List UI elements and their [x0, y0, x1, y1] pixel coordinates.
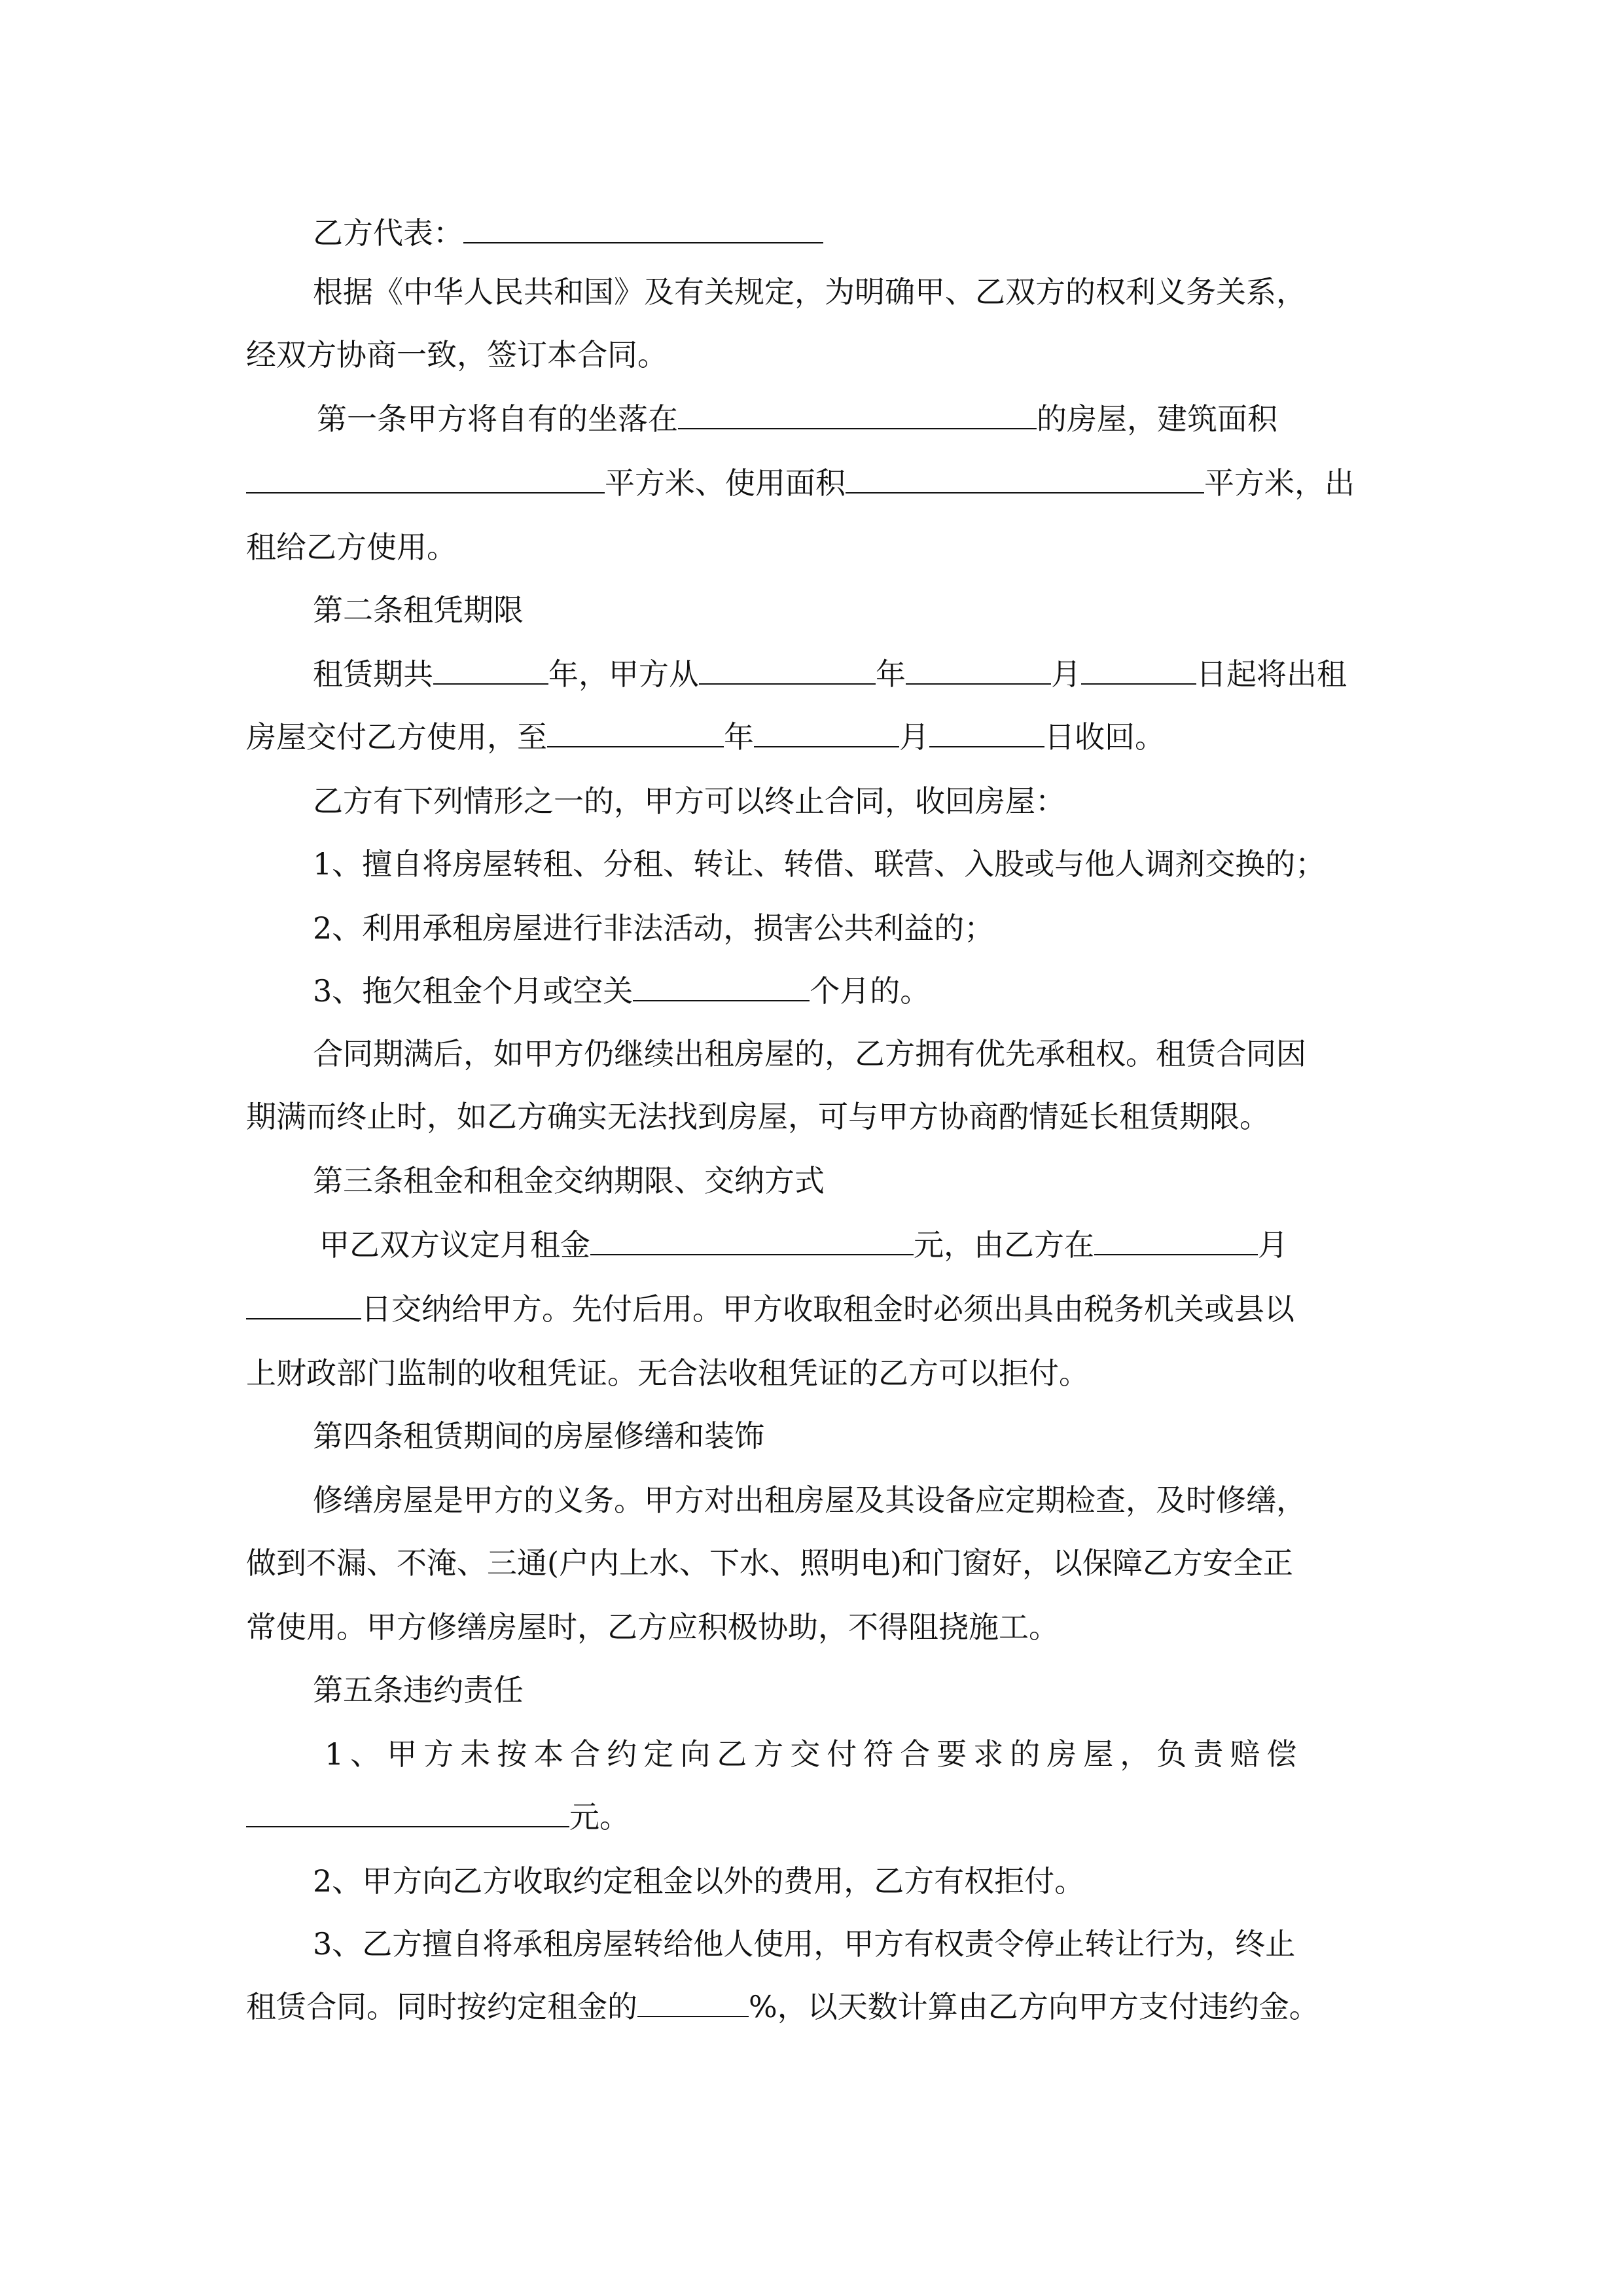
penalty-percent-blank[interactable] [637, 1990, 749, 2017]
lease-term-text-d: 月 [1051, 656, 1081, 692]
rent-text-d: 日交纳给甲方。先付后用。甲方收取租金时必须出具由税务机关或县以 [361, 1291, 1294, 1327]
breach-item-3-text-b: %，以天数计算由乙方向甲方支付违约金。 [749, 1989, 1319, 2024]
lease-term-text-e: 日起将出租 [1196, 656, 1347, 692]
breach-item-1-text-b: 元。 [569, 1799, 630, 1835]
renewal-line-2: 期满而终止时，如乙方确实无法找到房屋，可与甲方协商酌情延长租赁期限。 [246, 1099, 1270, 1134]
party-b-representative-line [313, 213, 823, 253]
usable-area-blank[interactable] [846, 466, 1204, 493]
termination-intro: 乙方有下列情形之一的，甲方可以终止合同，收回房屋： [313, 783, 1065, 819]
lease-years-blank[interactable] [433, 657, 548, 685]
building-area-blank[interactable] [246, 466, 605, 493]
payment-day-blank[interactable] [246, 1292, 361, 1319]
vacancy-months-blank[interactable] [633, 974, 810, 1001]
house-location-blank[interactable] [678, 402, 1037, 429]
party-b-representative-label: 乙方代表： [313, 215, 463, 251]
article-2-heading: 第二条租凭期限 [313, 592, 524, 628]
lease-term-line-1 [313, 655, 1347, 694]
lease-term-text-h: 月 [899, 719, 929, 755]
article-5-heading: 第五条违约责任 [313, 1672, 524, 1708]
article-1-line-3: 租给乙方使用。 [246, 529, 457, 565]
repair-line-2: 做到不漏、不淹、三通(户内上水、下水、照明电)和门窗好，以保障乙方安全正 [246, 1545, 1293, 1581]
preamble-line-2: 经双方协商一致，签订本合同。 [246, 337, 668, 372]
repair-line-3: 常使用。甲方修缮房屋时，乙方应积极协助，不得阻挠施工。 [246, 1609, 1059, 1645]
termination-item-1: 1、擅自将房屋转租、分租、转让、转借、联营、入股或与他人调剂交换的； [313, 846, 1326, 882]
rent-line-3: 上财政部门监制的收租凭证。无合法收租凭证的乙方可以拒付。 [246, 1355, 1089, 1391]
lease-term-text-b: 年，甲方从 [548, 656, 699, 692]
article-1-text-a: 第一条甲方将自有的坐落在 [317, 401, 678, 437]
article-1-line-1 [317, 399, 1277, 439]
monthly-rent-blank[interactable] [590, 1228, 914, 1255]
lease-term-text-c: 年 [876, 656, 906, 692]
rent-line-1 [319, 1225, 1288, 1265]
article-4-heading: 第四条租赁期间的房屋修缮和装饰 [313, 1418, 764, 1454]
lease-term-text-a: 租赁期共 [313, 656, 433, 692]
article-1-line-2 [246, 463, 1355, 503]
start-day-blank[interactable] [1081, 657, 1196, 685]
rent-text-c: 月 [1258, 1227, 1288, 1263]
lease-term-text-f: 房屋交付乙方使用，至 [246, 719, 547, 755]
termination-item-2: 2、利用承租房屋进行非法活动，损害公共利益的； [313, 910, 995, 946]
breach-item-1-line-1: 1、甲方未按本合约定向乙方交付符合要求的房屋，负责赔偿 [325, 1736, 1304, 1772]
end-day-blank[interactable] [929, 720, 1044, 747]
rent-text-a: 甲乙双方议定月租金 [319, 1227, 590, 1263]
article-1-text-c: 平方米、使用面积 [605, 465, 846, 501]
lease-term-line-2 [246, 717, 1165, 757]
preamble-line-1: 根据《中华人民共和国》及有关规定，为明确甲、乙双方的权利义务关系， [313, 274, 1306, 310]
renewal-line-1: 合同期满后，如甲方仍继续出租房屋的，乙方拥有优先承租权。租赁合同因 [313, 1036, 1306, 1071]
rent-text-b: 元，由乙方在 [914, 1227, 1094, 1263]
article-3-heading: 第三条租金和租金交纳期限、交纳方式 [313, 1163, 825, 1198]
payment-month-blank[interactable] [1094, 1228, 1258, 1255]
rent-line-2 [246, 1289, 1294, 1329]
breach-item-1-line-2 [246, 1797, 630, 1837]
start-year-blank[interactable] [699, 657, 876, 685]
start-month-blank[interactable] [906, 657, 1051, 685]
article-1-text-b: 的房屋，建筑面积 [1037, 401, 1277, 437]
lease-term-text-g: 年 [724, 719, 754, 755]
breach-item-3-text-a: 租赁合同。同时按约定租金的 [246, 1989, 637, 2024]
breach-item-3-line-1: 3、乙方擅自将承租房屋转给他人使用，甲方有权责令停止转让行为，终止 [313, 1926, 1296, 1962]
termination-item-3-text-a: 3、拖欠租金个月或空关 [313, 973, 633, 1009]
lease-term-text-i: 日收回。 [1044, 719, 1165, 755]
termination-item-3 [313, 971, 930, 1011]
termination-item-3-text-b: 个月的。 [810, 973, 931, 1009]
party-b-representative-blank[interactable] [463, 216, 823, 243]
compensation-amount-blank[interactable] [246, 1800, 569, 1827]
breach-item-3-line-2 [246, 1987, 1319, 2026]
article-1-text-d: 平方米，出 [1204, 465, 1355, 501]
repair-line-1: 修缮房屋是甲方的义务。甲方对出租房屋及其设备应定期检查，及时修缮， [313, 1482, 1306, 1518]
end-year-blank[interactable] [547, 720, 724, 747]
breach-item-2: 2、甲方向乙方收取约定租金以外的费用，乙方有权拒付。 [313, 1863, 1085, 1899]
end-month-blank[interactable] [754, 720, 899, 747]
